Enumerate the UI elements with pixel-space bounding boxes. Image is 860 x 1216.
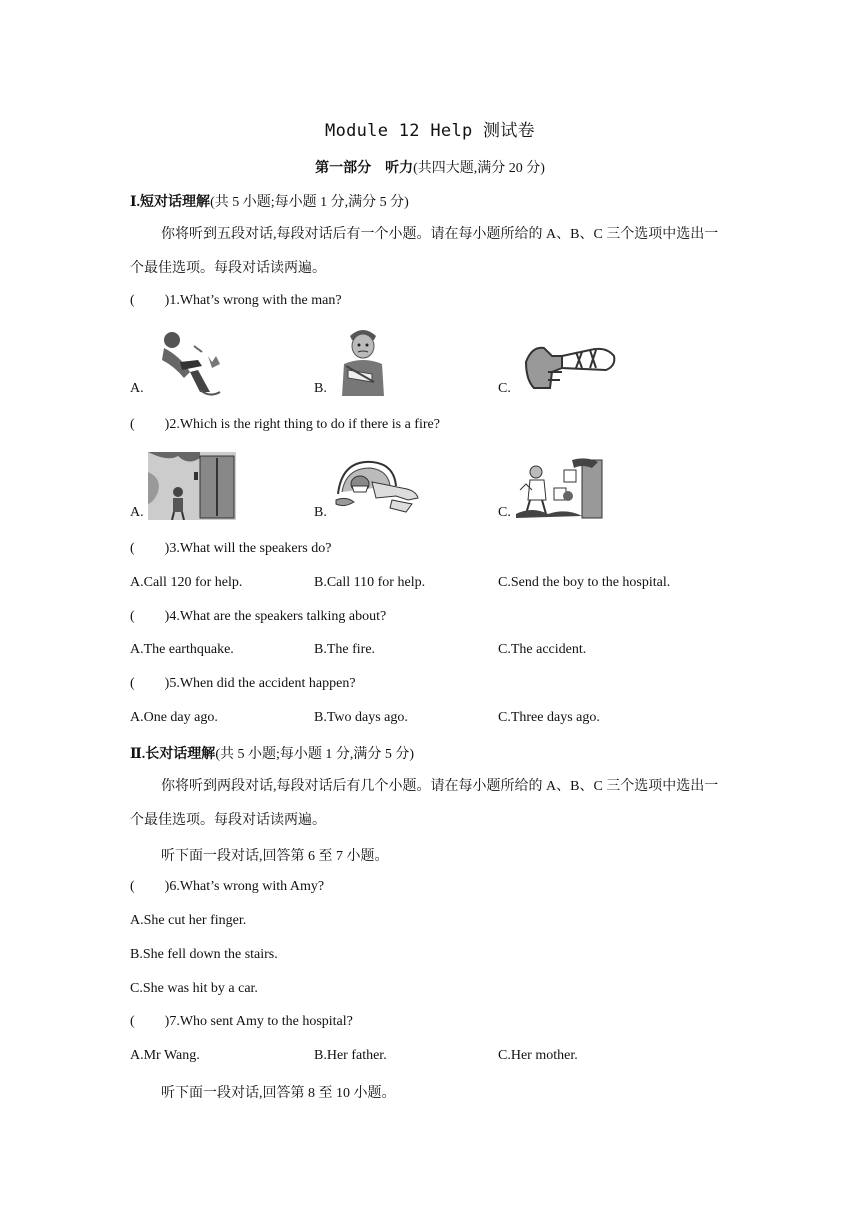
- q2-option-a: A.: [130, 505, 144, 520]
- q2-option-c: C.: [498, 505, 511, 520]
- question-3: ( )3.What will the speakers do?: [130, 541, 332, 556]
- question-5: ( )5.When did the accident happen?: [130, 676, 356, 691]
- q1-option-c: C.: [498, 381, 511, 396]
- q3-option-c: C.Send the boy to the hospital.: [498, 575, 671, 590]
- section-two-note: (共 5 小题;每小题 1 分,满分 5 分): [215, 747, 415, 762]
- q7-option-b: B.Her father.: [314, 1048, 387, 1063]
- dialog-two-intro: 听下面一段对话,回答第 8 至 10 小题。: [161, 1086, 396, 1101]
- q7-option-c: C.Her mother.: [498, 1048, 578, 1063]
- q1-option-a: A.: [130, 381, 144, 396]
- broken-arm-boy-image: [338, 326, 388, 396]
- section-two-title: Ⅱ.长对话理解: [130, 747, 216, 762]
- q6-option-c: C.She was hit by a car.: [130, 981, 258, 996]
- section-one-title: Ⅰ.短对话理解: [130, 195, 211, 210]
- q2-option-b: B.: [314, 505, 327, 520]
- injured-leg-man-image: [150, 326, 240, 398]
- people-evacuating-image: [512, 456, 606, 520]
- q5-option-b: B.Two days ago.: [314, 710, 408, 725]
- part-title: 听力: [385, 161, 414, 176]
- q6-option-a: A.She cut her finger.: [130, 913, 247, 928]
- section-one-heading: [130, 191, 409, 211]
- question-4: ( )4.What are the speakers talking about?: [130, 609, 387, 624]
- question-1: ( )1.What’s wrong with the man?: [130, 293, 342, 308]
- crawling-under-smoke-image: [332, 456, 424, 514]
- question-6: ( )6.What’s wrong with Amy?: [130, 879, 325, 894]
- q3-option-b: B.Call 110 for help.: [314, 575, 426, 590]
- section-one-note: (共 5 小题;每小题 1 分,满分 5 分): [210, 195, 409, 210]
- elevator-fire-image: [148, 452, 236, 520]
- section-two-heading: [130, 743, 414, 763]
- q4-option-c: C.The accident.: [498, 642, 587, 657]
- q3-option-a: A.Call 120 for help.: [130, 575, 243, 590]
- q7-option-a: A.Mr Wang.: [130, 1048, 200, 1063]
- q6-option-b: B.She fell down the stairs.: [130, 947, 278, 962]
- part-one-heading: [0, 157, 860, 177]
- question-7: ( )7.Who sent Amy to the hospital?: [130, 1014, 353, 1029]
- q5-option-a: A.One day ago.: [130, 710, 218, 725]
- part-label: 第一部分: [315, 161, 372, 176]
- section-two-instructions: 你将听到两段对话,每段对话后有几个小题。请在每小题所给的 A、B、C 三个选项中选出一个最佳选项。每段对话读两遍。: [130, 779, 719, 828]
- question-2: ( )2.Which is the right thing to do if there is a fire?: [130, 417, 440, 432]
- q1-option-b: B.: [314, 381, 327, 396]
- section-one-instructions: 你将听到五段对话,每段对话后有一个小题。请在每小题所给的 A、B、C 三个选项中选出一个最佳选项。每段对话读两遍。: [130, 227, 719, 276]
- q4-option-a: A.The earthquake.: [130, 642, 234, 657]
- dialog-one-intro: 听下面一段对话,回答第 6 至 7 小题。: [161, 849, 389, 864]
- part-note: (共四大题,满分 20 分): [413, 161, 545, 176]
- q4-option-b: B.The fire.: [314, 642, 376, 657]
- q5-option-c: C.Three days ago.: [498, 710, 600, 725]
- page-title: Module 12 Help 测试卷: [325, 121, 535, 141]
- cut-finger-image: [522, 338, 618, 394]
